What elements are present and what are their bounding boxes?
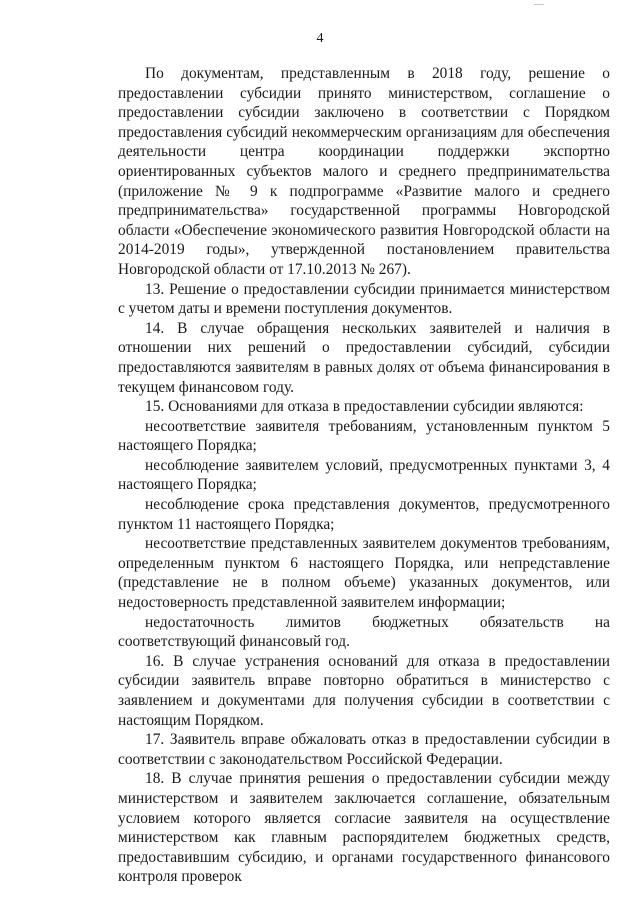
paragraph-15-item-2: несоблюдение заявителем условий, предусмотренных пунктами 3, 4 настоящего Порядка; [118, 456, 610, 494]
paragraph-17: 17. Заявитель вправе обжаловать отказ в предоставлении субсидии в соответствии с законодательством Российской Федерации. [118, 731, 610, 768]
paragraph-15-item-3: несоблюдение срока представления документов, предусмотренного пунктом 11 настоящего Порядка; [118, 496, 610, 533]
paragraph-15-item-1: несоответствие заявителя требованиям, установленным пунктом 5 настоящего Порядка; [118, 417, 610, 455]
paragraph-15-item-5: недостаточность лимитов бюджетных обязательств на соответствующий финансовый год. [118, 613, 610, 651]
scan-corner-mark [534, 0, 544, 5]
paragraph-14: 14. В случае обращения нескольких заявителей и наличия в отношении них решений о предоставлении субсидий, субсидии предоставляются заявителям в равных долях от объема финансирования в текущем финансовом году. [118, 319, 610, 396]
paragraph-16: 16. В случае устранения оснований для отказа в предоставлении субсидии заявитель вправе повторно обратиться в министерство с заявлением и документами для получения субсидии в соответствии с настоящим Порядком. [118, 652, 610, 729]
document-body [118, 64, 610, 887]
paragraph-documents-2018: По документам, представленным в 2018 году, решение о предоставлении субсидии принято министерством, соглашение о предоставлении субсидии заключено в соответствии с Порядком предоставления субсидий некоммерческим организациям для обеспечения деятельности центра координации поддержки экспортно ориентированных субъектов малого и среднего предпринимательства (приложение № 9 к подпрограмме «Развитие малого и среднего предпринимательства» государственной программы Новгородской области «Обеспечение экономического развития Новгородской области на 2014-2019 годы», утвержденной постановлением правительства Новгородской области от 17.10.2013 № 267). [118, 65, 610, 278]
paragraph-13: 13. Решение о предоставлении субсидии принимается министерством с учетом даты и времени поступления документов. [118, 280, 610, 318]
page-number: 4 [316, 31, 324, 46]
paragraph-15-item-4: несоответствие представленных заявителем документов требованиям, определенным пунктом 6 настоящего Порядка, или непредставление (представление не в полном объеме) указанных документов, или недостоверность представленной заявителем информации; [118, 535, 610, 612]
paragraph-15: 15. Основаниями для отказа в предоставлении субсидии являются: [145, 398, 584, 416]
paragraph-18: 18. В случае принятия решения о предоставлении субсидии между министерством и заявителем заключается соглашение, обязательным условием которого является согласие заявителя на осуществление министерством как главным распорядителем бюджетных средств, предоставившим субсидию, и органами государственного финансового контроля проверок [118, 770, 610, 886]
